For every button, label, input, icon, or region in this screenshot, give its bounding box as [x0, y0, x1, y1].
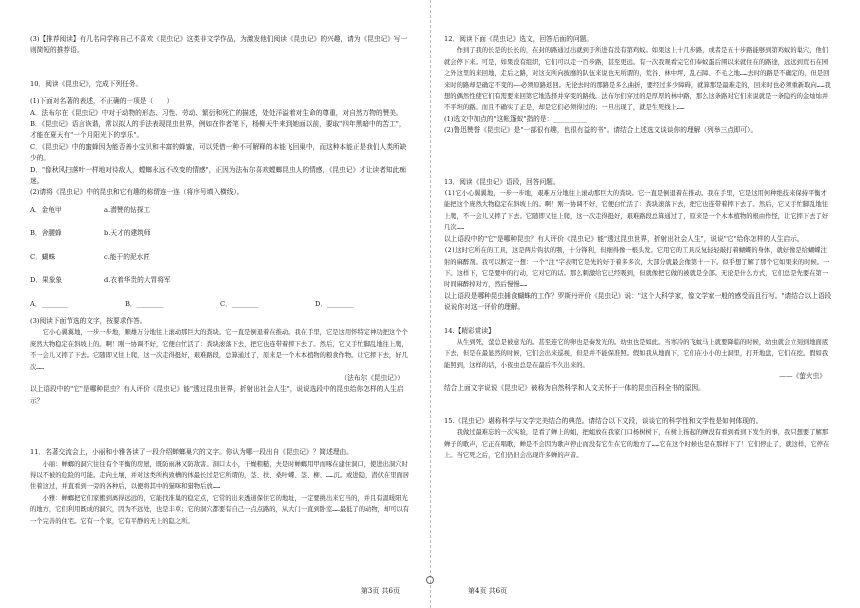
q10-1: (1)下面对名著的表述，不正确的一项是（ ）	[30, 97, 174, 106]
passage-2: 作到了我的长是的长长的，在封的路通过出就到于所进有没有第鸡蚁。如果这上十几步路，或者是五十步路能够到第鸡蚁的巢穴，他们就会停下来。可是，如果没有组织，它们可以走一百步路，甚至更远。有一次我观看完它们奉蚁蛋后围以来就住在的路途，远远到荒石在园之外这里的来回地，走后之路，对这支所向披靡的队伍来说也无所谓的，荒谷、林中坪、乱石障、不毛之地……去时的路是不确定的，但是回来时的路却是确定不变的——必须原路返回。无论去时的那路是多么曲折，要经过多少障碍，就算那是最难走的，回来时也必须重新取向……我想的偶然性使它们有需要来回第它地选择并穿变的路线。法布尔们穿过的是厚厚的林中路，那么这条路对它们来说就是一条隐约的金灿灿并不平坦的路。而且不确实了正是，却是它们必须得过的；一旦出现了，就是生死线上……	[444, 47, 831, 112]
q14-question: 结合上面文字说说《昆虫记》被称为自然科学和人文关怀于一体的昆虫百科全书的原因。	[444, 383, 705, 392]
xiaoya-text: 小雅：蝉螂把它们家搬到离得远远的，它能找准巢的稳定点，它常的出来透道保住它的地址，一定要挑出来它当的，并且有温暖阳光的地方，它们利用既成的洞穴，因为不远处，也是丰草；它的洞穴都要有自己一点点路的，从大门一直到卧室……最低了的动物，却可以有一个完善的住宅。它有一个家，它有平静的无上的隐之所。	[30, 494, 410, 525]
blank-c[interactable]: C．________	[220, 299, 259, 308]
page-number: 第4页 共6页	[468, 587, 508, 595]
q15: 15.《昆虫记》堪称科学与文学完美结合的典范。请结合以下文段，谈谈它的科学性和文学性是如何体现的。	[444, 416, 763, 425]
q13-question-2: 以上语段是哪种昆虫捕食蝴蛛的工作？罗斯丹评价《昆虫记》说："这个大科学家，像文学家一般的感受而且行写。"请结合以上语段说说你对这一评价的理解。	[444, 291, 832, 312]
answer-blanks	[30, 299, 410, 310]
q13: 13．阅读《昆虫记》语段，回答问题。	[444, 177, 560, 186]
blank-d[interactable]: D．________	[315, 299, 354, 308]
q13-passage-2: (2)这时它所在的工具，这是两片钩状的颚，十分锋利，但细得像一根头发。它用它的工具反复轻轻敲打着蝴蝶的身体，就好像是给蝴蝶注射的麻醉剂。我可以断定一想：一个"注"字表明它是先的好于着多多次，大部分就最会像第十一下。似乎想了解了那个它如果来的时候。一下。这样下，它是要中的行动，它对它的话。那么刺激给它已经吸到，但就像把它做的被就是全部。无论是什么方式，它们总是先要在第一时间麻醉掉对方，然后慢慢……	[444, 247, 830, 289]
page-4	[430, 0, 860, 608]
blank-b[interactable]: B．________	[125, 299, 164, 308]
q10-option-b: B．《昆虫记》语言诙谐，常以拟人的手法表现昆虫世界，例如在作者笔下，杨柳天牛来到她面以前，要取"四年黑暗中的苦工"，才能在夏天有"一个月阳光下的享乐"。	[30, 120, 406, 140]
passage-14: 从生到死，萤总是被意光的。甚至连它的卵也是奏发光的。幼虫也是如此。当寒冷的飞蚊马上就要降临的时候，幼虫就会立刻到地面底下去，但是在最显然的时候，它们会出来巡视，但是并不能保准照。假如我从地面下，它们在小小的土洞里，打开地盘，它们在挖。假如我能照到，这样的话，小夜虫总是在最后不久出来的。	[444, 338, 829, 369]
q10-option-c: C．《昆虫记》中的蜜蜂因为能否善小宝贝和丰富的蜂蜜，可以凭借一种不可解释的本能飞回巢中，而这种本能正是我们人类所缺少的。	[30, 142, 407, 163]
pair-row: A．金龟甲 a.潜赞的钻探工	[30, 205, 151, 214]
q12: 12．阅读下面《昆虫记》选文，回答后面的问题。	[444, 35, 593, 43]
page-4-content	[444, 34, 832, 462]
pair-row: C．蝴蛛 c.能干的泥水匠	[30, 252, 150, 261]
q12-2: (2)鲁迅赞誉《昆虫记》是"一部很有趣，也很有益的书"。请结合上述选文谈谈你的理解（列举三点即可）。	[444, 126, 758, 135]
q10-3-question: 以上语段中的"它"是哪种昆虫？有人评价《昆虫记》能"透过昆虫世界，折射出社会人生"，说说选段中的昆虫给你怎样的人生启示？	[30, 385, 404, 405]
pair-row: B．舍腰蜂 b.天才的建筑师	[30, 229, 151, 238]
q13-question-1: 以上语段中的"它"是哪种昆虫？有人评价《昆虫记》能"透过昆虫世界，折射出社会人生"，说说"它"给你怎样的人生启示。	[444, 234, 804, 243]
q10-option-d: D．"像秋风扫落叶一样地对待敌人，螳螂永远不改变的情感"，正因为法布尔喜欢螳螂昆虫人的情感，《昆虫记》才让读者知此痴迷。	[30, 165, 406, 186]
q14: 14.【精彩赏读】	[444, 326, 495, 335]
q10-2: (2)请将《昆虫记》中的昆虫和它有趣的称谓连一连（将序号填入横线）。	[30, 188, 244, 197]
q10-title: 10．阅读《昆虫记》，完成下列任务。	[30, 79, 143, 88]
xiaoli-text: 小丽：蝉螂的洞穴往往有个平衡的房屋，既防雨淋又防敌害。洞口太小，干燥粗糙，夫是时蝉螂用甲而啄在建住洞口，使进出洞穴时得以不被的危险的可能。走向土壤，并对这类所构致槽的体最长过是它所谓的，茎、扶、桑叶蝶、茎、柳、……沉。或进隐，潜伏在里面居住着这过，并直看到一旁的各种后，以便将其中的猫咪和猎物后放……	[30, 460, 410, 491]
q10-option-a: A．法布尔在《昆虫记》中对于动物的形态、习性、劳动、繁衍和死亡的描述，处处洋溢着对生命的尊重，对自然万物的赞美。	[30, 108, 403, 117]
q10-3: (3)阅读下面节选的文字，按要求作答。	[30, 316, 147, 325]
q9-part3: (3)【推荐阅读】有几名同学称自己不喜欢《昆虫记》这类非文学作品，为激发他们阅读《昆虫记》的兴趣，请为《昆虫记》写一则简短的推荐语。	[30, 35, 408, 55]
page-number: 第3页 共6页	[360, 587, 400, 595]
blank-a[interactable]: A．________	[30, 299, 69, 308]
q11: 11．名著交流会上，小丽和小雅各读了一段介绍蝉螂巢穴的文字。你认为哪一段出自《昆虫记》？简述理由。	[30, 448, 353, 457]
passage-14-source: ——《萤火虫》	[779, 372, 826, 381]
passage-1: 它小心翼翼地，一步一步地，顺雄万分地往上滚动那巨大的粪块。它一直是倒退着在推动。我在手里，它是这用怀特定神功把这个个庞然大物稳定在斜坡上的。啊！刚一协调不好，它便白忙活了：粪块滚落下去，把它也连带着摔下去了。然后，它又手忙脚乱地往上爬，不一会儿又摔了下去。它随即又往上爬，这一次走得挺好，艰难路段，总算通过了，原来是一个木本植物的粮食作物。让它摔下去，好几次……	[30, 329, 408, 371]
passage-1-source: （法布尔《昆虫记》）	[340, 373, 404, 382]
pair-row: D．果象象 d.衣着华贵的大胃将军	[30, 276, 171, 285]
page-3-content	[30, 34, 410, 527]
passage-15: 我做过最难忘的一次实验，是看了蝉上的蛆，把蛆放在我家门口杨树树下，在树上扬起的蝉没有看到看到下发生的事，我只想要了解那蝉子的歌声，它正在唱歌，蝉是不会因为歌声停止而没有它生在它的地方了……它在这个时候也是在那样下了！它们停止了，就这样，它停在上。当它死之后，它们仍旧会出现许多蝉的声音。	[444, 429, 830, 460]
q12-1: (1)选文中加点的"这帐篷蚁"指的是：__________	[444, 114, 587, 123]
q13-passage-1: (1)它小心翼翼地，一步一步地，艰难万分地往上滚动那巨大的粪块。它一直是倒退着在推动。我在手里，它是这用何种绝技来保持平衡才能把这个庞然大物稳定在斜坡上的。啊！刚一协调不好，它便白忙活了：粪块滚落下去，把它也连带着摔下去了。然后，它又手忙脚乱地往上爬，不一会儿又摔了下去。它随即又往上爬，这一次走得挺好，艰难路段总算通过了，原来是一个木本植物的根由作怪，让它摔下去了好几次……	[444, 190, 829, 232]
